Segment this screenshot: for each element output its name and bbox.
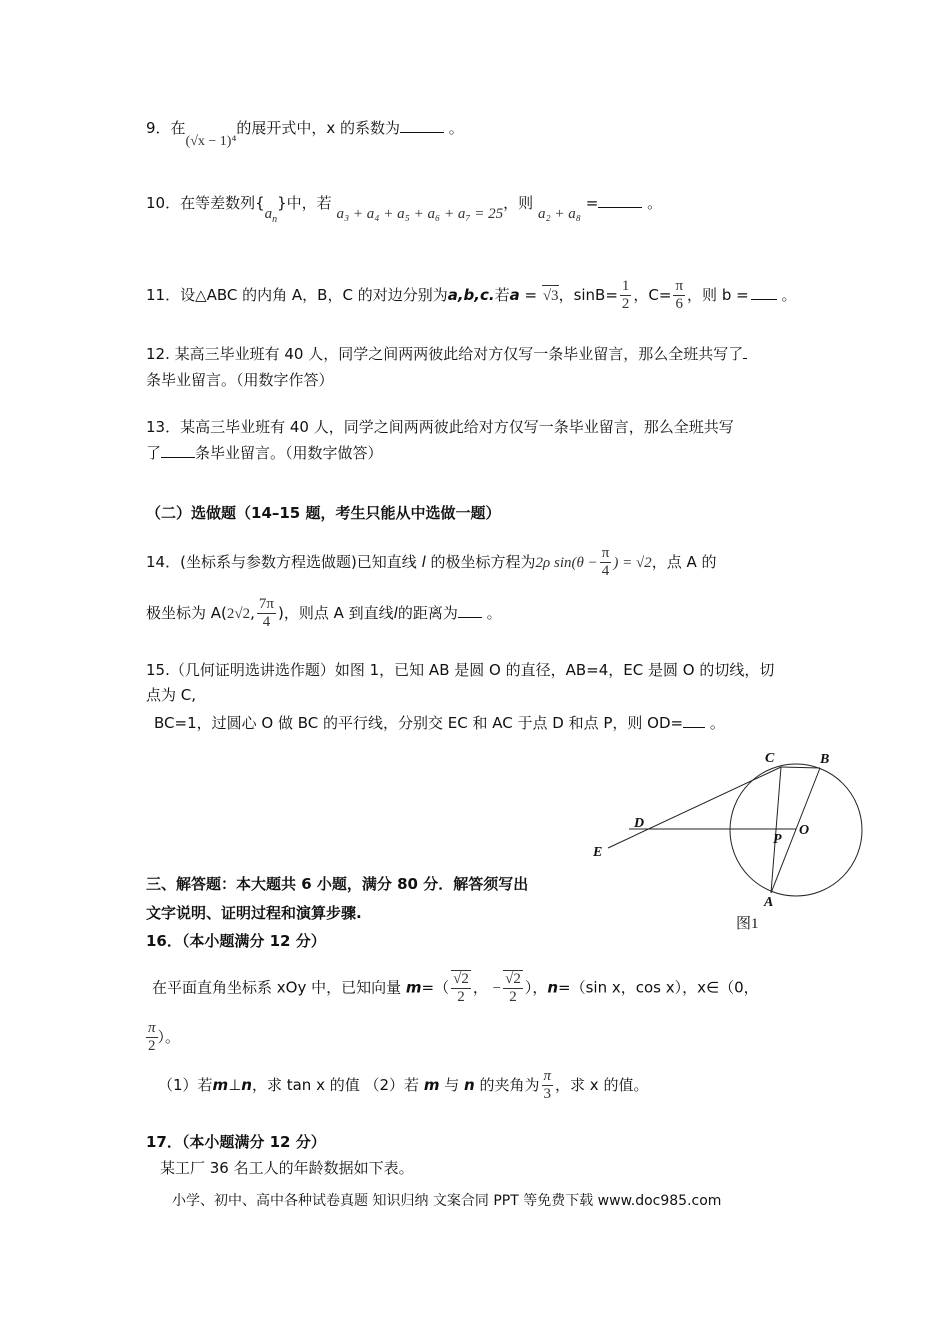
section-3-heading-line-2: 文字说明、证明过程和演算步骤.: [146, 904, 362, 922]
label-c: C: [765, 751, 775, 766]
answer-blank: [683, 713, 705, 728]
answer-blank: [400, 118, 444, 133]
question-14-line-2: 极坐标为 A(2√2, $\frac{7\pi}{4}$ )，则点 A 到直线l的距离为 。: [146, 596, 502, 630]
section-2-heading: （二）选做题（14–15 题，考生只能从中选做一题）: [146, 504, 501, 522]
diameter-ab: [771, 768, 820, 893]
question-15-line-3: BC=1，过圆心 O 做 BC 的平行线，分别交 EC 和 AC 于点 D 和点 P，则 OD= 。: [154, 714, 725, 732]
footer-text: 小学、初中、高中各种试卷真题 知识归纳 文案合同 PPT 等免费下载 www.doc985.com: [172, 1193, 722, 1209]
question-12-line-1: 12. 某高三毕业班有 40 人，同学之间两两彼此给对方仅写一条毕业留言，那么全班共写了: [146, 344, 747, 364]
section-3-heading-line-1: 三、解答题：本大题共 6 小题，满分 80 分．解答须写出: [146, 875, 529, 893]
question-14-line-1: 14．(坐标系与参数方程选做题)已知直线 l 的极坐标方程为2ρ sin(θ − $\frac{\pi}{4}$ ) = √2，点 A 的: [146, 545, 717, 579]
figure-caption: 图1: [736, 916, 759, 932]
q10-condition: a₃ + a₄ + a₅ + a₆ + a₇ = 25: [336, 206, 504, 222]
question-12-line-2: 条毕业留言。（用数字作答）: [146, 371, 334, 389]
question-15-line-2: 点为 C,: [146, 686, 197, 704]
question-13-line-2: 了 条毕业留言。（用数字做答）: [146, 444, 383, 462]
label-d: D: [634, 816, 645, 831]
geometry-figure: [580, 740, 880, 940]
question-17-title: 17．（本小题满分 12 分）: [146, 1133, 326, 1151]
question-10: 10．在等差数列$\{a_n\}$中，若 a₃ + a₄ + a₅ + a₆ + a₇ = 25，则 a₂ + a₈ = 。: [146, 194, 663, 225]
segment-ca: [771, 767, 781, 893]
question-16-title: 16．（本小题满分 12 分）: [146, 932, 326, 950]
tangent-line-ec: [608, 767, 781, 848]
question-16-line-1: 在平面直角坐标系 xOy 中，已知向量 m=（ $\frac{√2}{2}$ ， − $\frac{√2}{2}$ ），n=（sin x，cos x），x∈（0，: [152, 971, 759, 1005]
label-a: A: [764, 895, 774, 910]
label-b: B: [820, 752, 830, 767]
q10-target: a₂ + a₈: [537, 206, 582, 222]
label-p: P: [773, 832, 782, 847]
answer-blank: [751, 285, 777, 300]
label-o: O: [799, 823, 810, 838]
segment-cb: [781, 767, 820, 768]
question-16-subquestions: （1）若m⊥n，求 tan x 的值 （2）若 m 与 n 的夹角为 $\frac{\pi}{3}$ ，求 x 的值。: [158, 1068, 649, 1102]
question-15-line-1: 15.（几何证明选讲选作题）如图 1，已知 AB 是圆 O 的直径，AB=4，EC 是圆 O 的切线，切: [146, 661, 775, 679]
question-13-line-1: 13．某高三毕业班有 40 人，同学之间两两彼此给对方仅写一条毕业留言，那么全班共写: [146, 418, 734, 436]
q9-expression: (√x − 1)⁴: [185, 134, 237, 149]
question-16-line-2: $\frac{\pi}{2}$ ）。: [148, 1020, 181, 1054]
answer-blank: [161, 443, 195, 458]
question-11: 11．设△ABC 的内角 A，B，C 的对边分别为a,b,c.若a = √3，sinB= $\frac{1}{2}$ ，C= $\frac{\pi}{6}$ ，则 b = 。: [146, 278, 797, 312]
label-e: E: [593, 845, 603, 860]
answer-blank: [598, 193, 642, 208]
question-17-line-1: 某工厂 36 名工人的年龄数据如下表。: [160, 1159, 414, 1177]
question-9: 9．在(√x − 1)⁴的展开式中，x 的系数为 。: [146, 119, 464, 149]
answer-blank: [458, 603, 482, 618]
